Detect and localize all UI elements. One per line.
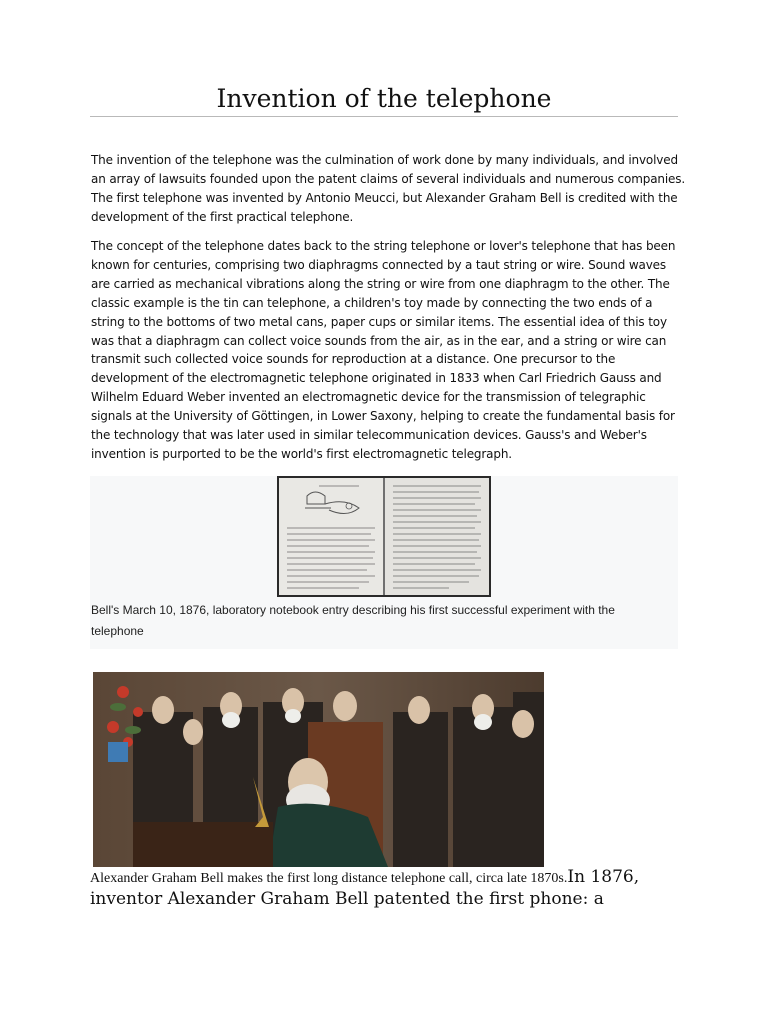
page-title: Invention of the telephone	[216, 84, 552, 113]
notebook-image	[277, 476, 491, 597]
photo-caption-and-text	[90, 866, 690, 910]
continuation-text: In 1876, inventor Alexander Graham Bell patented the first phone: a	[90, 867, 640, 909]
concept-paragraph: The concept of the telephone dates back to the string telephone or lover's telephone that has been known for centuries, comprising two diaphragms connected by a taut string or wire. Sound waves are carried as mechanical vibrations along the string or wire from one diaphragm to the other. The classic example is the tin can telephone, a children's toy made by connecting the two ends of a string to the bottoms of two metal cans, paper cups or similar items. The essential idea of this toy was that a diaphragm can collect voice sounds from the air, as in the ear, and a string or wire can transmit such collected voice sounds for reproduction at a distance. One precursor to the development of the electromagnetic telephone originated in 1833 when Carl Friedrich Gauss and Wilhelm Eduard Weber invented an electromagnetic device for the transmission of telegraphic signals at the University of Göttingen, in Lower Saxony, helping to create the fundamental basis for the technology that was later used in similar telecommunication devices. Gauss's and Weber's invention is purported to be the world's first electromagnetic telegraph.	[91, 239, 676, 461]
title-divider	[90, 116, 678, 117]
photo-caption: Alexander Graham Bell makes the first long distance telephone call, circa late 1870s.	[90, 871, 568, 886]
intro-paragraph: The invention of the telephone was the culmination of work done by many individuals, and involved an array of lawsuits founded upon the patent claims of several individuals and numerous companies. The first telephone was invented by Antonio Meucci, but Alexander Graham Bell is credited with the development of the first practical telephone.	[91, 153, 686, 224]
bell-telephone-photo	[93, 672, 544, 867]
figure-caption: Bell's March 10, 1876, laboratory notebook entry describing his first successful experiment with the telephone	[91, 603, 615, 638]
